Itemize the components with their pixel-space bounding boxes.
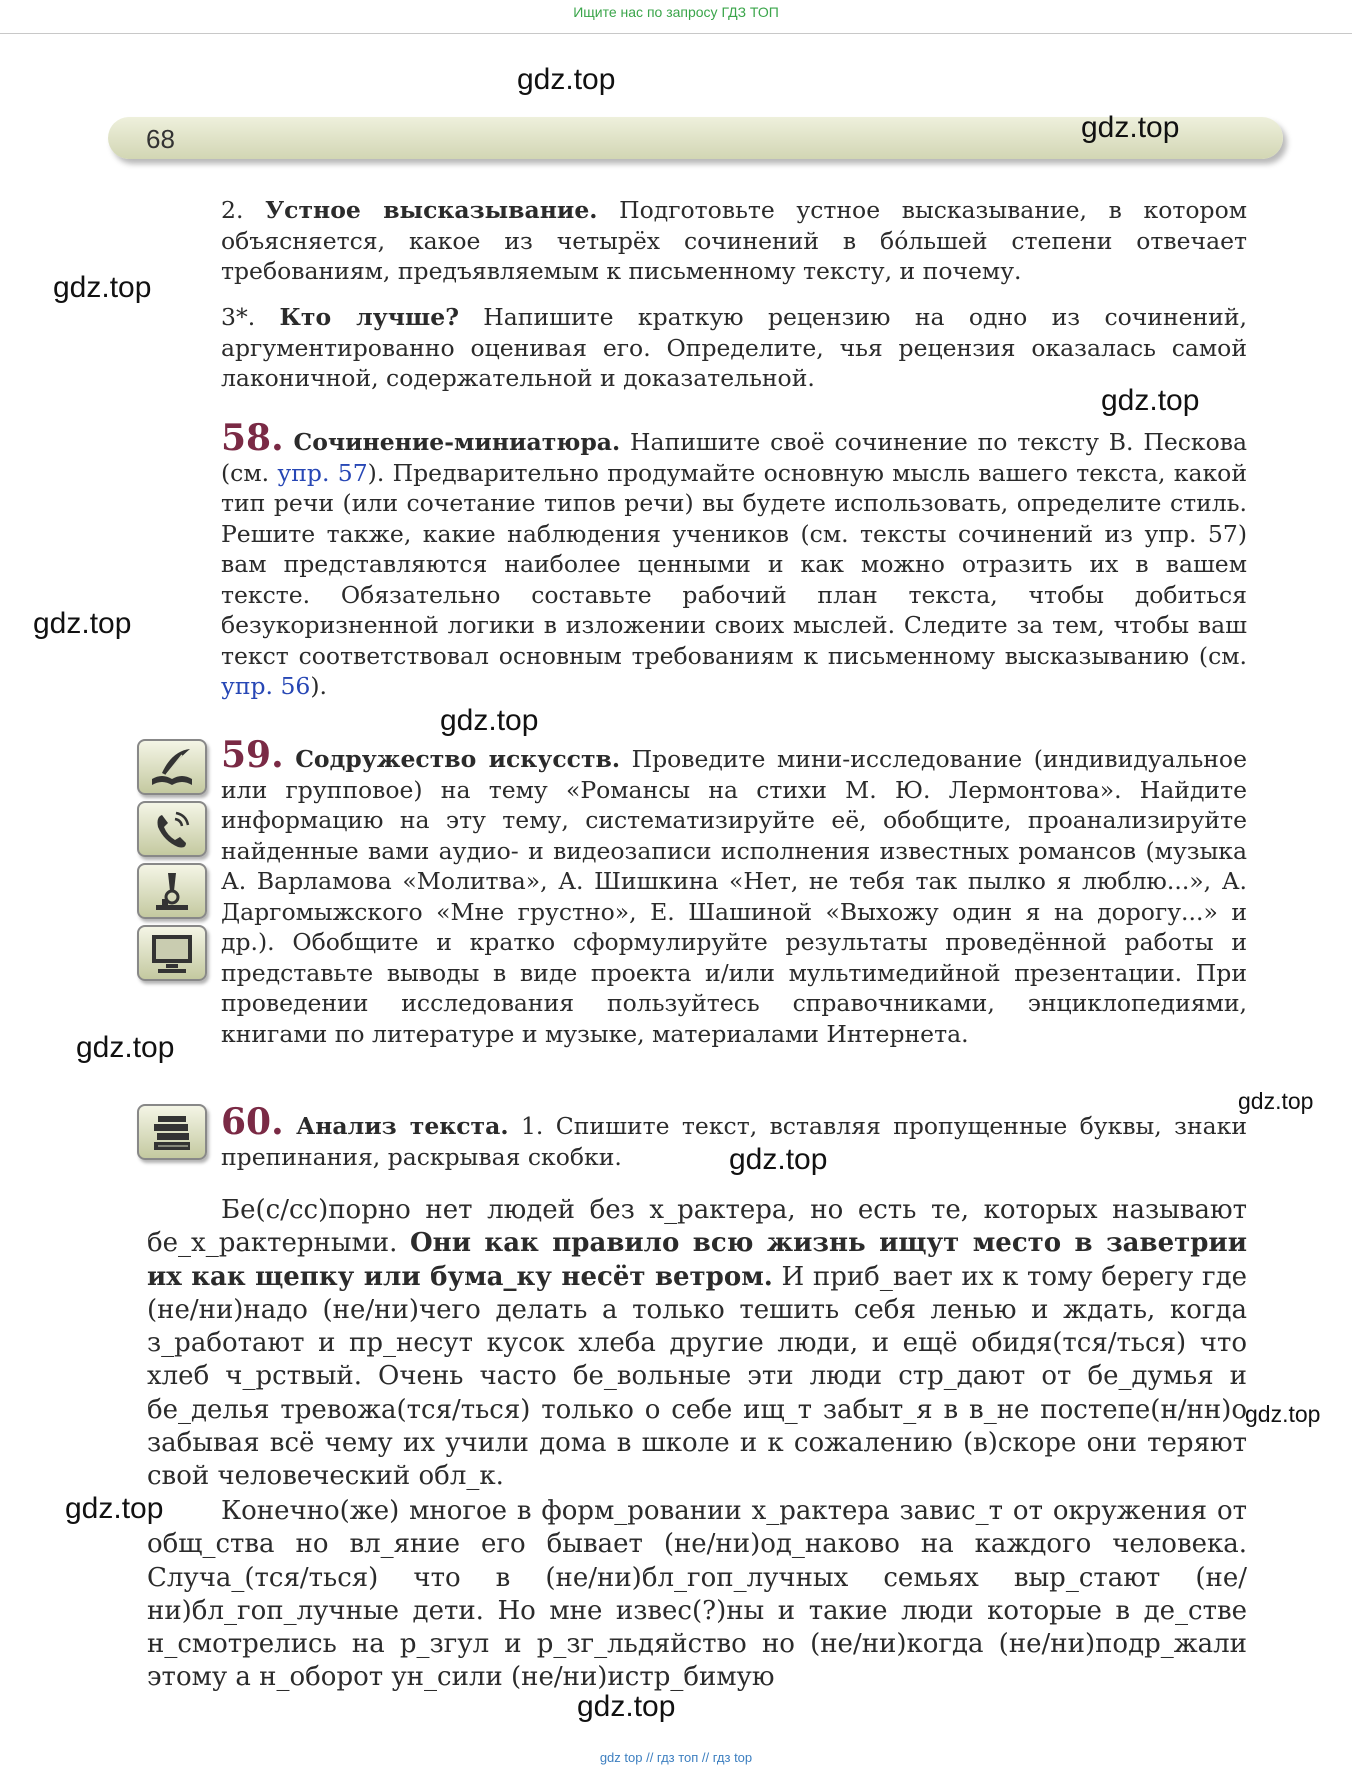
watermark: gdz.top	[729, 1143, 828, 1176]
exercise-number: 60.	[221, 1101, 284, 1143]
task-who-better	[221, 302, 1247, 394]
watermark: gdz.top	[440, 704, 539, 737]
top-divider	[0, 33, 1352, 34]
microscope-icon	[137, 863, 207, 919]
watermark: gdz.top	[1101, 384, 1200, 417]
passage-text: И приб_вает их к тому берегу где (не/ни)надо (не/ни)чего делать а только тешить себя ленью и ждать, когда з_работают и пр_несут кусок хлеба другие люди, и ещё обидя(тся/ться) что хлеб ч_рствый. Очень часто бе_вольные эти люди стр_дают от бе_думья и бе_делья тревожа(тся/ться) только о себе ищ_т забыт_я в в_не постепе(н/нн)о забывая всё чему их учили дома в школе и к сожалению (в)скоре они теряют свой человеческий обл_к.	[147, 1261, 1247, 1492]
exercise-link-56[interactable]: упр. 56	[221, 672, 311, 700]
task-text: Напишите краткую рецензию на одно из сочинений, аргументированно оценивая его. Определите, чья рецензия оказалась самой лаконичной, содержательной и доказательной.	[221, 303, 1247, 392]
watermark: gdz.top	[1238, 1088, 1314, 1114]
task-text: Подготовьте устное высказывание, в котором объясняется, какое из четырёх сочинений в бо́льшей степени отвечает требованиям, предъявляемым к письменному тексту, и почему.	[221, 196, 1247, 285]
watermark: gdz.top	[1245, 1401, 1321, 1427]
top-banner: Ищите нас по запросу ГДЗ ТОП	[573, 4, 779, 20]
task-title: Кто лучше?	[279, 303, 459, 331]
computer-monitor-icon	[137, 925, 207, 981]
footer-links: gdz top // гдз топ // гдз top	[599, 1750, 753, 1765]
task-oral-statement	[221, 195, 1247, 287]
watermark: gdz.top	[577, 1690, 676, 1723]
exercise-number: 59.	[221, 734, 284, 776]
passage-bold-text: Они как правило всю жизнь ищут место в заветрии их как щепку или бума_ку несёт ветром.	[147, 1228, 1247, 1292]
exercise-text: ).	[310, 672, 328, 700]
task-lead: 3*.	[221, 303, 280, 331]
page-number: 68	[146, 124, 175, 154]
exercise-title: Содружество искусств.	[295, 745, 621, 773]
task-lead: 2.	[221, 196, 266, 224]
exercise-58	[221, 417, 1247, 702]
exercise-59	[221, 734, 1247, 1049]
passage-text: Бе(с/сс)порно нет людей без х_рактера, но есть те, которых называют бе_х_рактерными.	[147, 1195, 1247, 1259]
watermark: gdz.top	[53, 271, 152, 304]
exercise-link-57[interactable]: упр. 57	[277, 458, 368, 487]
watermark: gdz.top	[517, 63, 616, 96]
book-feather-icon	[137, 739, 207, 795]
exercise-text: 1. Спишите текст, вставляя пропущенные буквы, знаки препинания, раскрывая скобки.	[221, 1112, 1247, 1171]
exercise-text: Проведите мини-исследование (индивидуальное или групповое) на тему «Романсы на стихи М. Ю. Лермонтова». Найдите информацию на эту тему, систематизируйте её, обобщите, проанализируйте найденные вами аудио- и видеозаписи исполнения известных романсов (музыка А. Варламова «Молитва», А. Шишкина «Нет, не тебя так пылко я люблю...», А. Даргомыжского «Мне грустно», Е. Шашиной «Выхожу один я на дорогу...» и др.). Обобщите и кратко сформулируйте результаты проведённой работы и представьте выводы в виде проекта и/или мультимедийной презентации. При проведении исследования пользуйтесь справочниками, энциклопедиями, книгами по литературе и музыке, материалами Интернета.	[221, 745, 1247, 1048]
exercise-title: Сочинение-миниатюра.	[293, 428, 621, 456]
exercise-text: Напишите своё сочинение по тексту В. Пескова (см.	[221, 428, 1247, 487]
exercise-text: ). Предварительно продумайте основную мысль вашего текста, какой тип речи (или сочетание типов речи) вы будете использовать, определите стиль. Решите также, какие наблюдения учеников (см. тексты сочинений из упр. 57) вам представляются наиболее ценными и как можно отразить их в вашем тексте. Обязательно составьте рабочий план текста, чтобы добиться безукоризненной логики в изложении своих мыслей. Следите за тем, чтобы ваш текст соответствовал основным требованиям к письменному высказыванию (см.	[221, 458, 1247, 670]
watermark: gdz.top	[33, 607, 132, 640]
phone-icon	[137, 801, 207, 857]
watermark: gdz.top	[76, 1031, 175, 1064]
exercise-title: Анализ текста.	[296, 1112, 509, 1140]
watermark: gdz.top	[65, 1492, 164, 1525]
passage-paragraph-1	[147, 1194, 1247, 1494]
books-stack-icon	[137, 1104, 207, 1160]
watermark: gdz.top	[1081, 111, 1180, 144]
exercise-number: 58.	[221, 417, 284, 459]
exercise-60	[221, 1101, 1247, 1172]
passage-paragraph-2: Конечно(же) многое в форм_ровании х_рактера завис_т от окружения от общ_ства но вл_яние его бывает (не/ни)од_наково на каждого человека. Случа_(тся/ться) что в (не/ни)бл_гоп_лучных семьях выр_стают (не/ни)бл_гоп_лучные дети. Но мне извес(?)ны и такие люди которые в де_стве н_смотрелись на р_згул и р_зг_льдяйство но (не/ни)когда (не/ни)подр_жали этому а н_оборот ун_сили (не/ни)истр_бимую	[147, 1496, 1247, 1693]
task-title: Устное высказывание.	[265, 196, 598, 224]
